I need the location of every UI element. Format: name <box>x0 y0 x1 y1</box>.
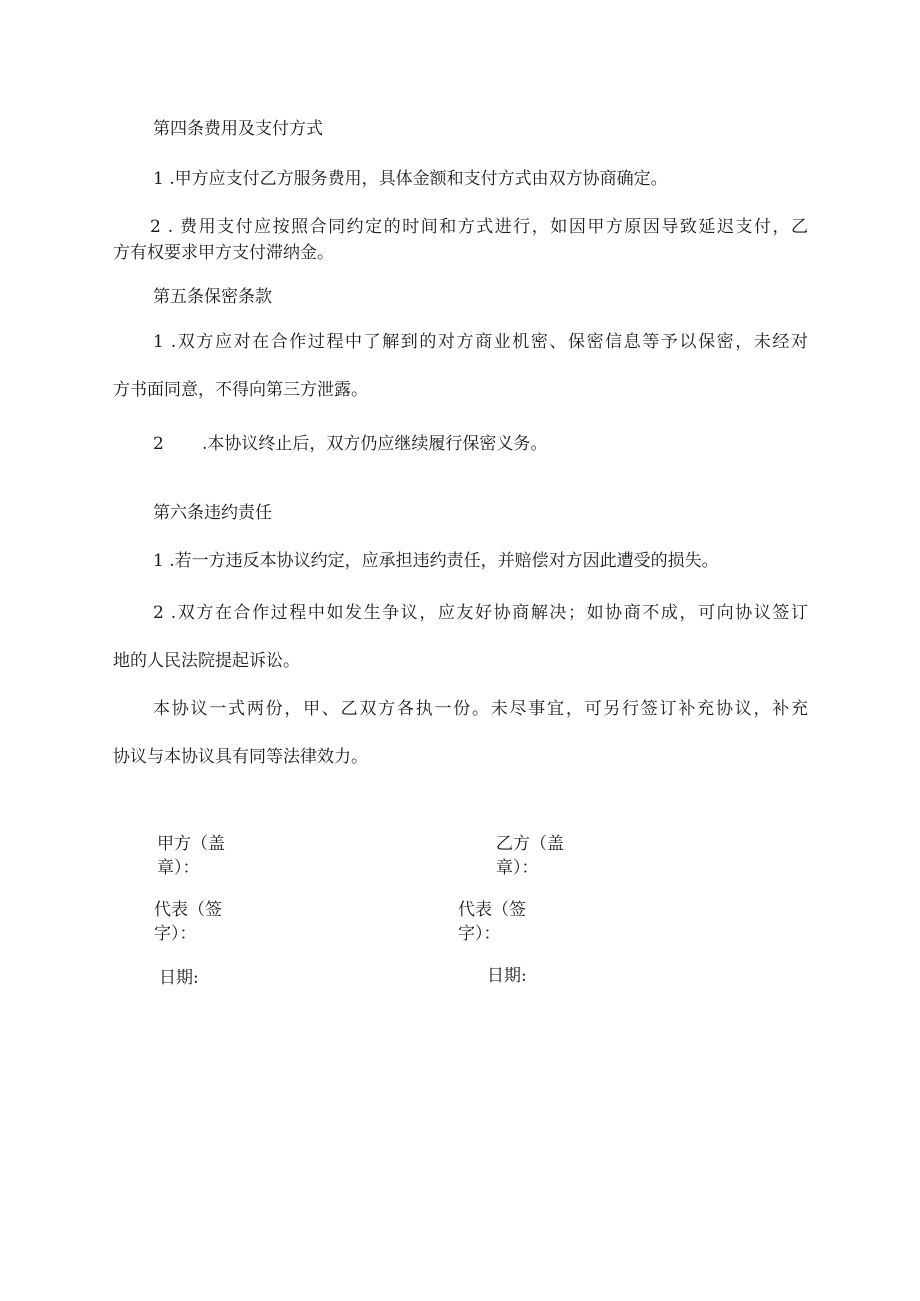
article6-item2-line2: 地的人民法院提起诉讼。 <box>113 651 300 671</box>
article5-item1-line2: 方书面同意，不得向第三方泄露。 <box>113 380 368 400</box>
article5-item2-number: 2 <box>153 434 164 454</box>
article4-heading: 第四条费用及支付方式 <box>153 119 323 139</box>
article6-item1: 1 .若一方违反本协议约定，应承担违约责任，并赔偿对方因此遭受的损失。 <box>153 551 719 571</box>
party-a-rep-label: 代表（签字）： <box>154 900 222 944</box>
article4-item1: 1 .甲方应支付乙方服务费用，具体金额和支付方式由双方协商确定。 <box>153 169 668 189</box>
party-b-rep-label: 代表（签字）： <box>458 900 526 944</box>
article5-heading: 第五条保密条款 <box>153 287 272 307</box>
closing-line1: 本协议一式两份，甲、乙双方各执一份。未尽事宜，可另行签订补充协议，补充 <box>153 699 808 719</box>
closing-line2: 协议与本协议具有同等法律效力。 <box>113 747 368 767</box>
party-a-date-label: 日期: <box>159 968 199 988</box>
article4-item2-line2: 方有权要求甲方支付滞纳金。 <box>113 243 334 263</box>
article6-item2-line1: 2 .双方在合作过程中如发生争议，应友好协商解决；如协商不成，可向协议签订 <box>153 603 808 623</box>
party-b-date-label: 日期: <box>487 966 527 986</box>
party-b-seal-label: 乙方（盖章）： <box>496 834 564 878</box>
article5-item1-line1: 1 .双方应对在合作过程中了解到的对方商业机密、保密信息等予以保密，未经对 <box>153 332 808 352</box>
article4-item2-line1: 2 . 费用支付应按照合同约定的时间和方式进行，如因甲方原因导致延迟支付，乙 <box>150 217 808 237</box>
article6-heading: 第六条违约责任 <box>153 503 272 523</box>
party-a-seal-label: 甲方（盖章）： <box>157 834 225 878</box>
article5-item2-text: .本协议终止后，双方仍应继续履行保密义务。 <box>202 434 548 454</box>
